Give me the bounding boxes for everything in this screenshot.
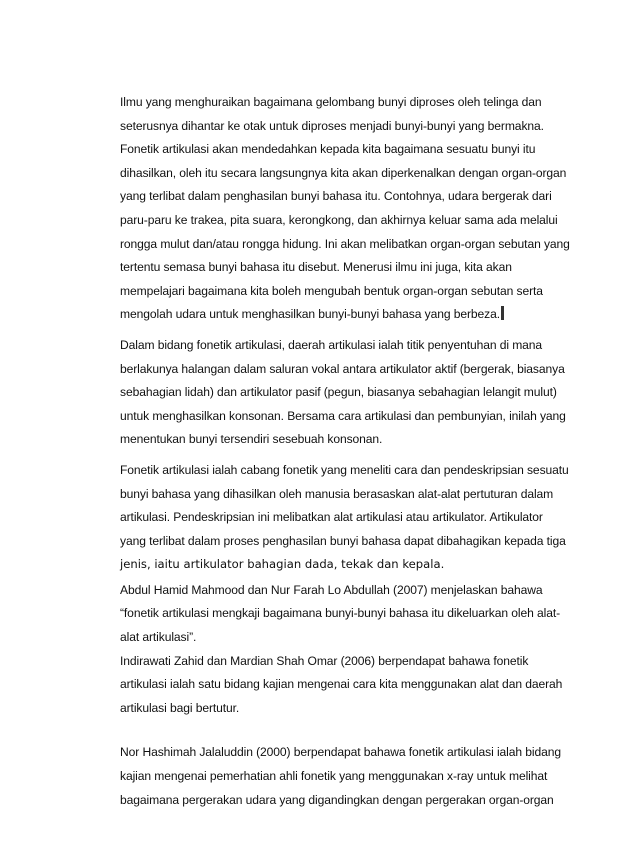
paragraph-6 <box>120 741 596 812</box>
text-line: rongga mulut dan/atau rongga hidung. Ini akan melibatkan organ-organ sebutan yang <box>120 236 570 251</box>
paragraph-1 <box>120 91 596 327</box>
text-line: dihasilkan, oleh itu secara langsungnya kita akan diperkenalkan dengan organ-organ <box>120 165 567 180</box>
text-line: alat artikulasi”. <box>120 630 197 645</box>
paragraph-3 <box>120 459 596 577</box>
text-line: Fonetik artikulasi akan mendedahkan kepada kita bagaimana sesuatu bunyi itu <box>120 142 536 157</box>
text-line: artikulasi. Pendeskripsian ini melibatkan alat artikulasi atau artikulator. Artikulator <box>120 510 543 525</box>
text-line: artikulasi bagi bertutur. <box>120 700 240 715</box>
text-line: tertentu semasa bunyi bahasa itu disebut. Menerusi ilmu ini juga, kita akan <box>120 260 512 275</box>
text-line: berlakunya halangan dalam saluran vokal antara artikulator aktif (bergerak, biasanya <box>120 361 565 376</box>
paragraph-4 <box>120 579 596 650</box>
paragraph-2 <box>120 334 596 452</box>
text-line: menentukan bunyi tersendiri sesebuah konsonan. <box>120 432 383 447</box>
text-line: kajian mengenai pemerhatian ahli fonetik yang menggunakan x-ray untuk melihat <box>120 769 548 784</box>
paragraph-gap <box>120 327 596 334</box>
text-line: Indirawati Zahid dan Mardian Shah Omar (2006) berpendapat bahawa fonetik <box>120 653 529 668</box>
text-cursor <box>501 306 504 320</box>
text-line: seterusnya dihantar ke otak untuk diproses menjadi bunyi-bunyi yang bermakna. <box>120 118 544 133</box>
text-line: Nor Hashimah Jalaluddin (2000) berpendapat bahawa fonetik artikulasi ialah bidang <box>120 745 561 760</box>
text-line: mempelajari bagaimana kita boleh mengubah bentuk organ-organ sebutan serta <box>120 283 543 298</box>
text-line: Ilmu yang menghuraikan bagaimana gelombang bunyi diproses oleh telinga dan <box>120 95 542 109</box>
text-line: jenis, iaitu artikulator bahagian dada, tekak dan kepala. <box>120 557 445 572</box>
text-line: mengolah udara untuk menghasilkan bunyi-bunyi bahasa yang berbeza. <box>120 307 500 322</box>
text-line: untuk menghasilkan konsonan. Bersama cara artikulasi dan pembunyian, inilah yang <box>120 408 566 423</box>
text-line: yang terlibat dalam penghasilan bunyi bahasa itu. Contohnya, udara bergerak dari <box>120 189 552 204</box>
text-line-last <box>120 303 596 327</box>
text-line: “fonetik artikulasi mengkaji bagaimana bunyi-bunyi bahasa itu dikeluarkan oleh alat- <box>120 606 561 621</box>
text-line: sebahagian lidah) dan artikulator pasif (pegun, biasanya sebahagian lelangit mulut) <box>120 385 557 400</box>
paragraph-5 <box>120 650 596 721</box>
document-page <box>120 91 596 812</box>
text-line: paru-paru ke trakea, pita suara, kerongkong, dan akhirnya keluar sama ada melalui <box>120 212 558 227</box>
text-line: bunyi bahasa yang dihasilkan oleh manusia berasaskan alat-alat pertuturan dalam <box>120 486 554 501</box>
text-line: bagaimana pergerakan udara yang digandingkan dengan pergerakan organ-organ <box>120 792 554 807</box>
text-line: yang terlibat dalam proses penghasilan bunyi bahasa dapat dibahagikan kepada tiga <box>120 533 566 548</box>
text-line: artikulasi ialah satu bidang kajian mengenai cara kita menggunakan alat dan daerah <box>120 677 563 692</box>
text-line: Abdul Hamid Mahmood dan Nur Farah Lo Abdullah (2007) menjelaskan bahawa <box>120 582 543 597</box>
text-line: Fonetik artikulasi ialah cabang fonetik yang meneliti cara dan pendeskripsian sesuatu <box>120 462 569 477</box>
paragraph-gap <box>120 720 596 741</box>
text-line: Dalam bidang fonetik artikulasi, daerah artikulasi ialah titik penyentuhan di mana <box>120 337 543 352</box>
paragraph-gap <box>120 452 596 459</box>
